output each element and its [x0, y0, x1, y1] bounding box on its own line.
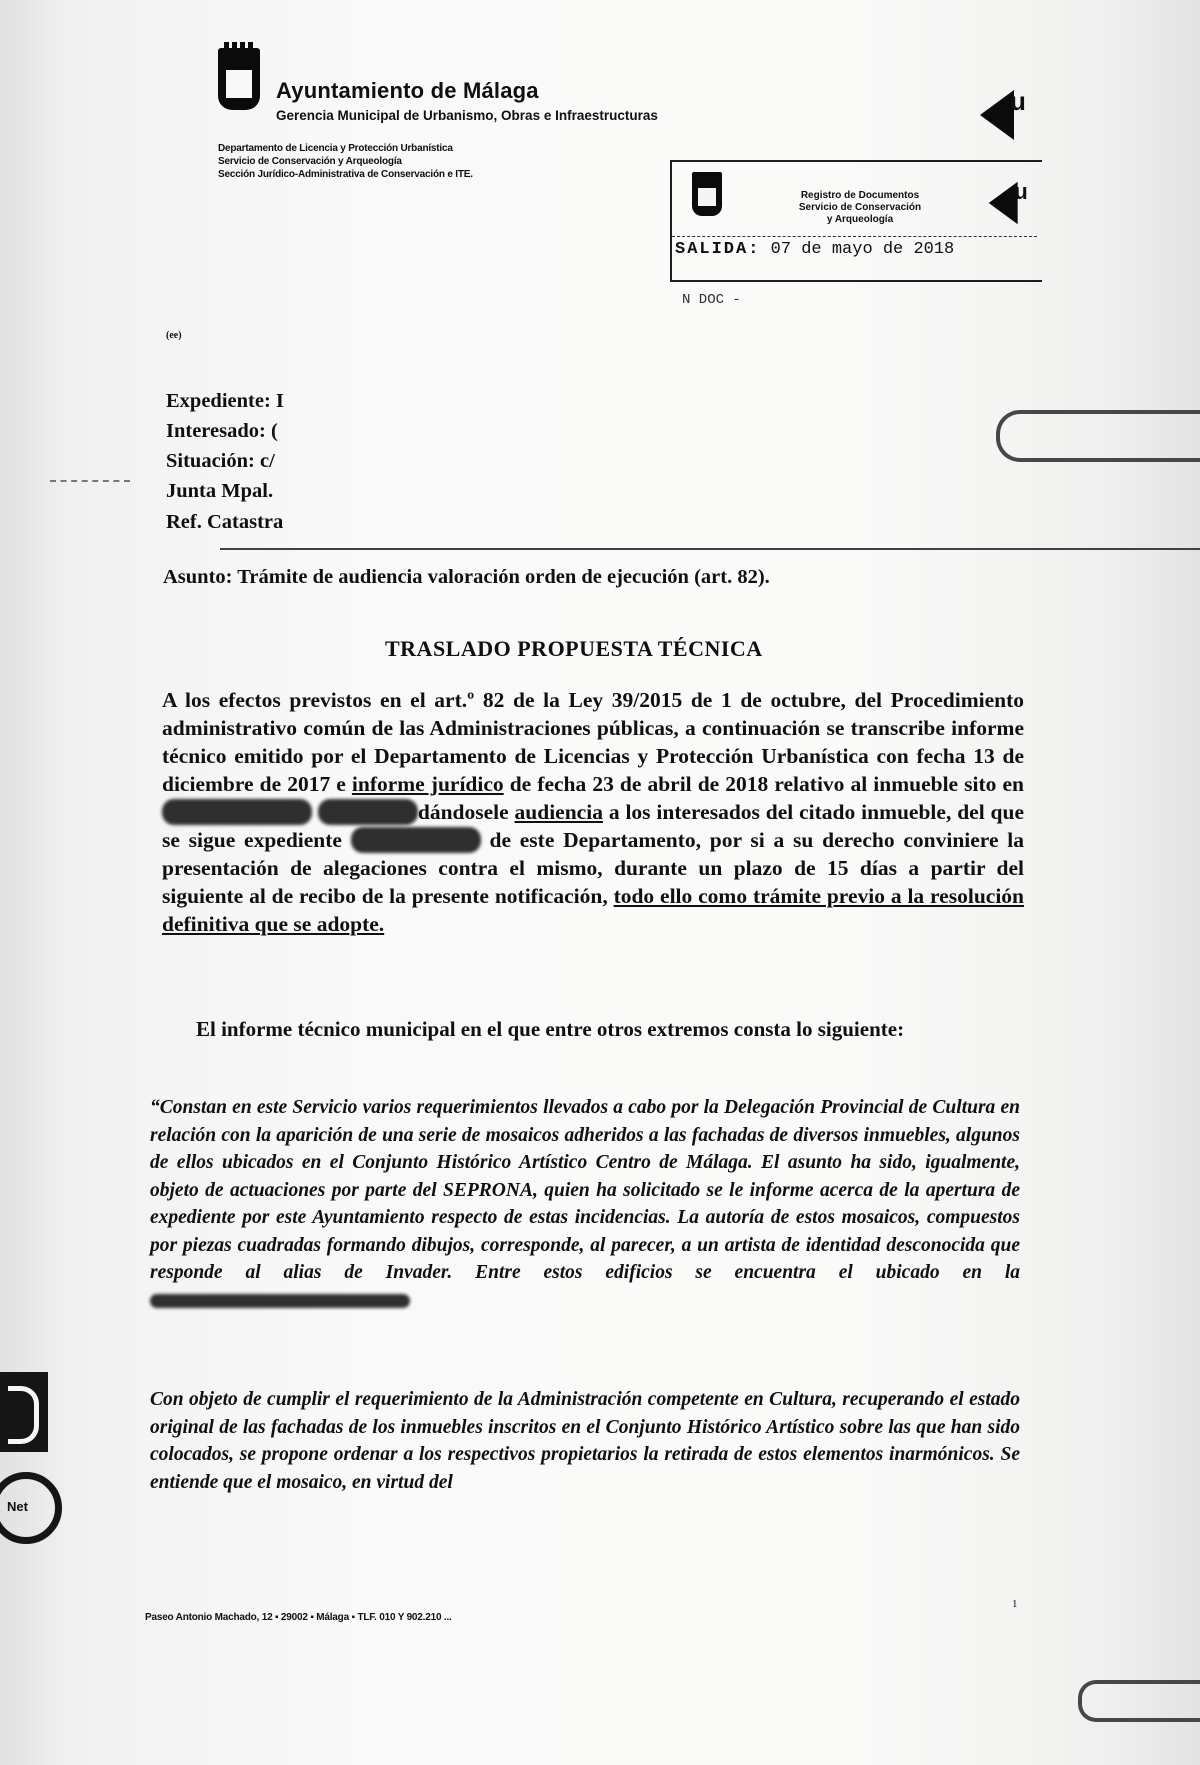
reference-mark: (ee): [166, 330, 182, 341]
field-expediente: Expediente: I: [166, 390, 284, 412]
paperclip: [996, 410, 1200, 462]
field-interesado: Interesado: (: [166, 420, 278, 442]
coat-of-arms-logo: [218, 48, 260, 110]
quoted-report-1: “Constan en este Servicio varios requerimientos llevados a cabo por la Delegación Provincial de Cultura en relación con la aparición de una serie de mosaicos adheridos a las fachadas de diversos inmuebles, algunos de ellos ubicados en el Conjunto Histórico Artístico Centro de Málaga. El asunto ha sido, igualmente, objeto de actuaciones por parte del SEPRONA, quien ha solicitado se le informe acerca de la apertura de expediente por este Ayuntamiento respecto de estas incidencias. La autoría de estos mosaicos, compuestos por piezas cuadradas formando dibujos, corresponde, al parecer, a un artista de identidad desconocida que responde al alias de Invader. Entre estos edificios se encuentra el ubicado en la: [150, 1094, 1020, 1314]
field-asunto: Asunto: Trámite de audiencia valoración orden de ejecución (art. 82).: [163, 566, 770, 588]
stamp-urbanismo-logo-icon: u: [989, 182, 1032, 225]
certification-logo-icon: [0, 1372, 48, 1452]
redacted-address-cont: [318, 799, 418, 825]
iqnet-logo-icon: [0, 1472, 62, 1544]
paperclip-bottom: [1078, 1680, 1200, 1722]
divider-line: [220, 548, 1200, 550]
field-ref-catastral: Ref. Catastra: [166, 511, 284, 533]
margin-mark: [50, 480, 130, 482]
body-paragraph-1: A los efectos previstos en el art.º 82 de la Ley 39/2015 de 1 de octubre, del Procedimiento administrativo común de las Administraciones públicas, a continuación se transcribe informe técnico emitido por el Departamento de Licencias y Protección Urbanística con fecha 13 de diciembre de 2017 e informe jurídico de fecha 23 de abril de 2018 relativo al inmueble sito en dándosele audiencia a los interesados del citado inmueble, del que se sigue expediente de este Departamento, por si a su derecho conviniere la presentación de alegaciones contra el mismo, durante un plazo de 15 días a partir del siguiente al de recibo de la presente notificación, todo ello como trámite previo a la resolución definitiva que se adopte.: [162, 688, 1024, 936]
stamp-separator: [672, 236, 1037, 237]
org-subtitle: Gerencia Municipal de Urbanismo, Obras e Infraestructuras: [276, 108, 658, 123]
field-situacion: Situación: c/: [166, 450, 275, 472]
redacted-file-number: [351, 827, 481, 853]
redacted-location: [150, 1294, 410, 1308]
stamp-coat-of-arms-icon: [692, 172, 722, 216]
body-paragraph-2: El informe técnico municipal en el que entre otros extremos consta lo siguiente:: [196, 1017, 905, 1041]
quoted-report-2: Con objeto de cumplir el requerimiento de la Administración competente en Cultura, recuperando el estado original de las fachadas de los inmuebles inscritos en el Conjunto Histórico Artístico sobre las que han sido colocados, se propone ordenar a los respectivos propietarios la retirada de estos elementos inarmónicos. Se entiende que el mosaico, en virtud del: [150, 1389, 1020, 1493]
stamp-number: N DOC -: [682, 292, 741, 308]
dept-line-2: Servicio de Conservación y Arqueología: [218, 156, 402, 167]
footer-address: Paseo Antonio Machado, 12 ▪ 29002 ▪ Málaga ▪ TLF. 010 Y 902.210 ...: [145, 1612, 452, 1623]
urbanismo-logo-icon: u: [980, 90, 1030, 140]
org-title: Ayuntamiento de Málaga: [276, 78, 539, 103]
dept-line-1: Departamento de Licencia y Protección Urbanística: [218, 143, 453, 154]
stamp-salida: SALIDA: 07 de mayo de 2018: [675, 240, 955, 259]
dept-line-3: Sección Jurídico-Administrativa de Conservación e ITE.: [218, 169, 473, 180]
page-number: 1: [1012, 1598, 1018, 1610]
redacted-address: [162, 799, 312, 825]
stamp-text: Registro de Documentos Servicio de Conservación y Arqueología: [798, 190, 922, 225]
field-junta: Junta Mpal.: [166, 480, 274, 502]
document-heading: TRASLADO PROPUESTA TÉCNICA: [385, 636, 763, 661]
